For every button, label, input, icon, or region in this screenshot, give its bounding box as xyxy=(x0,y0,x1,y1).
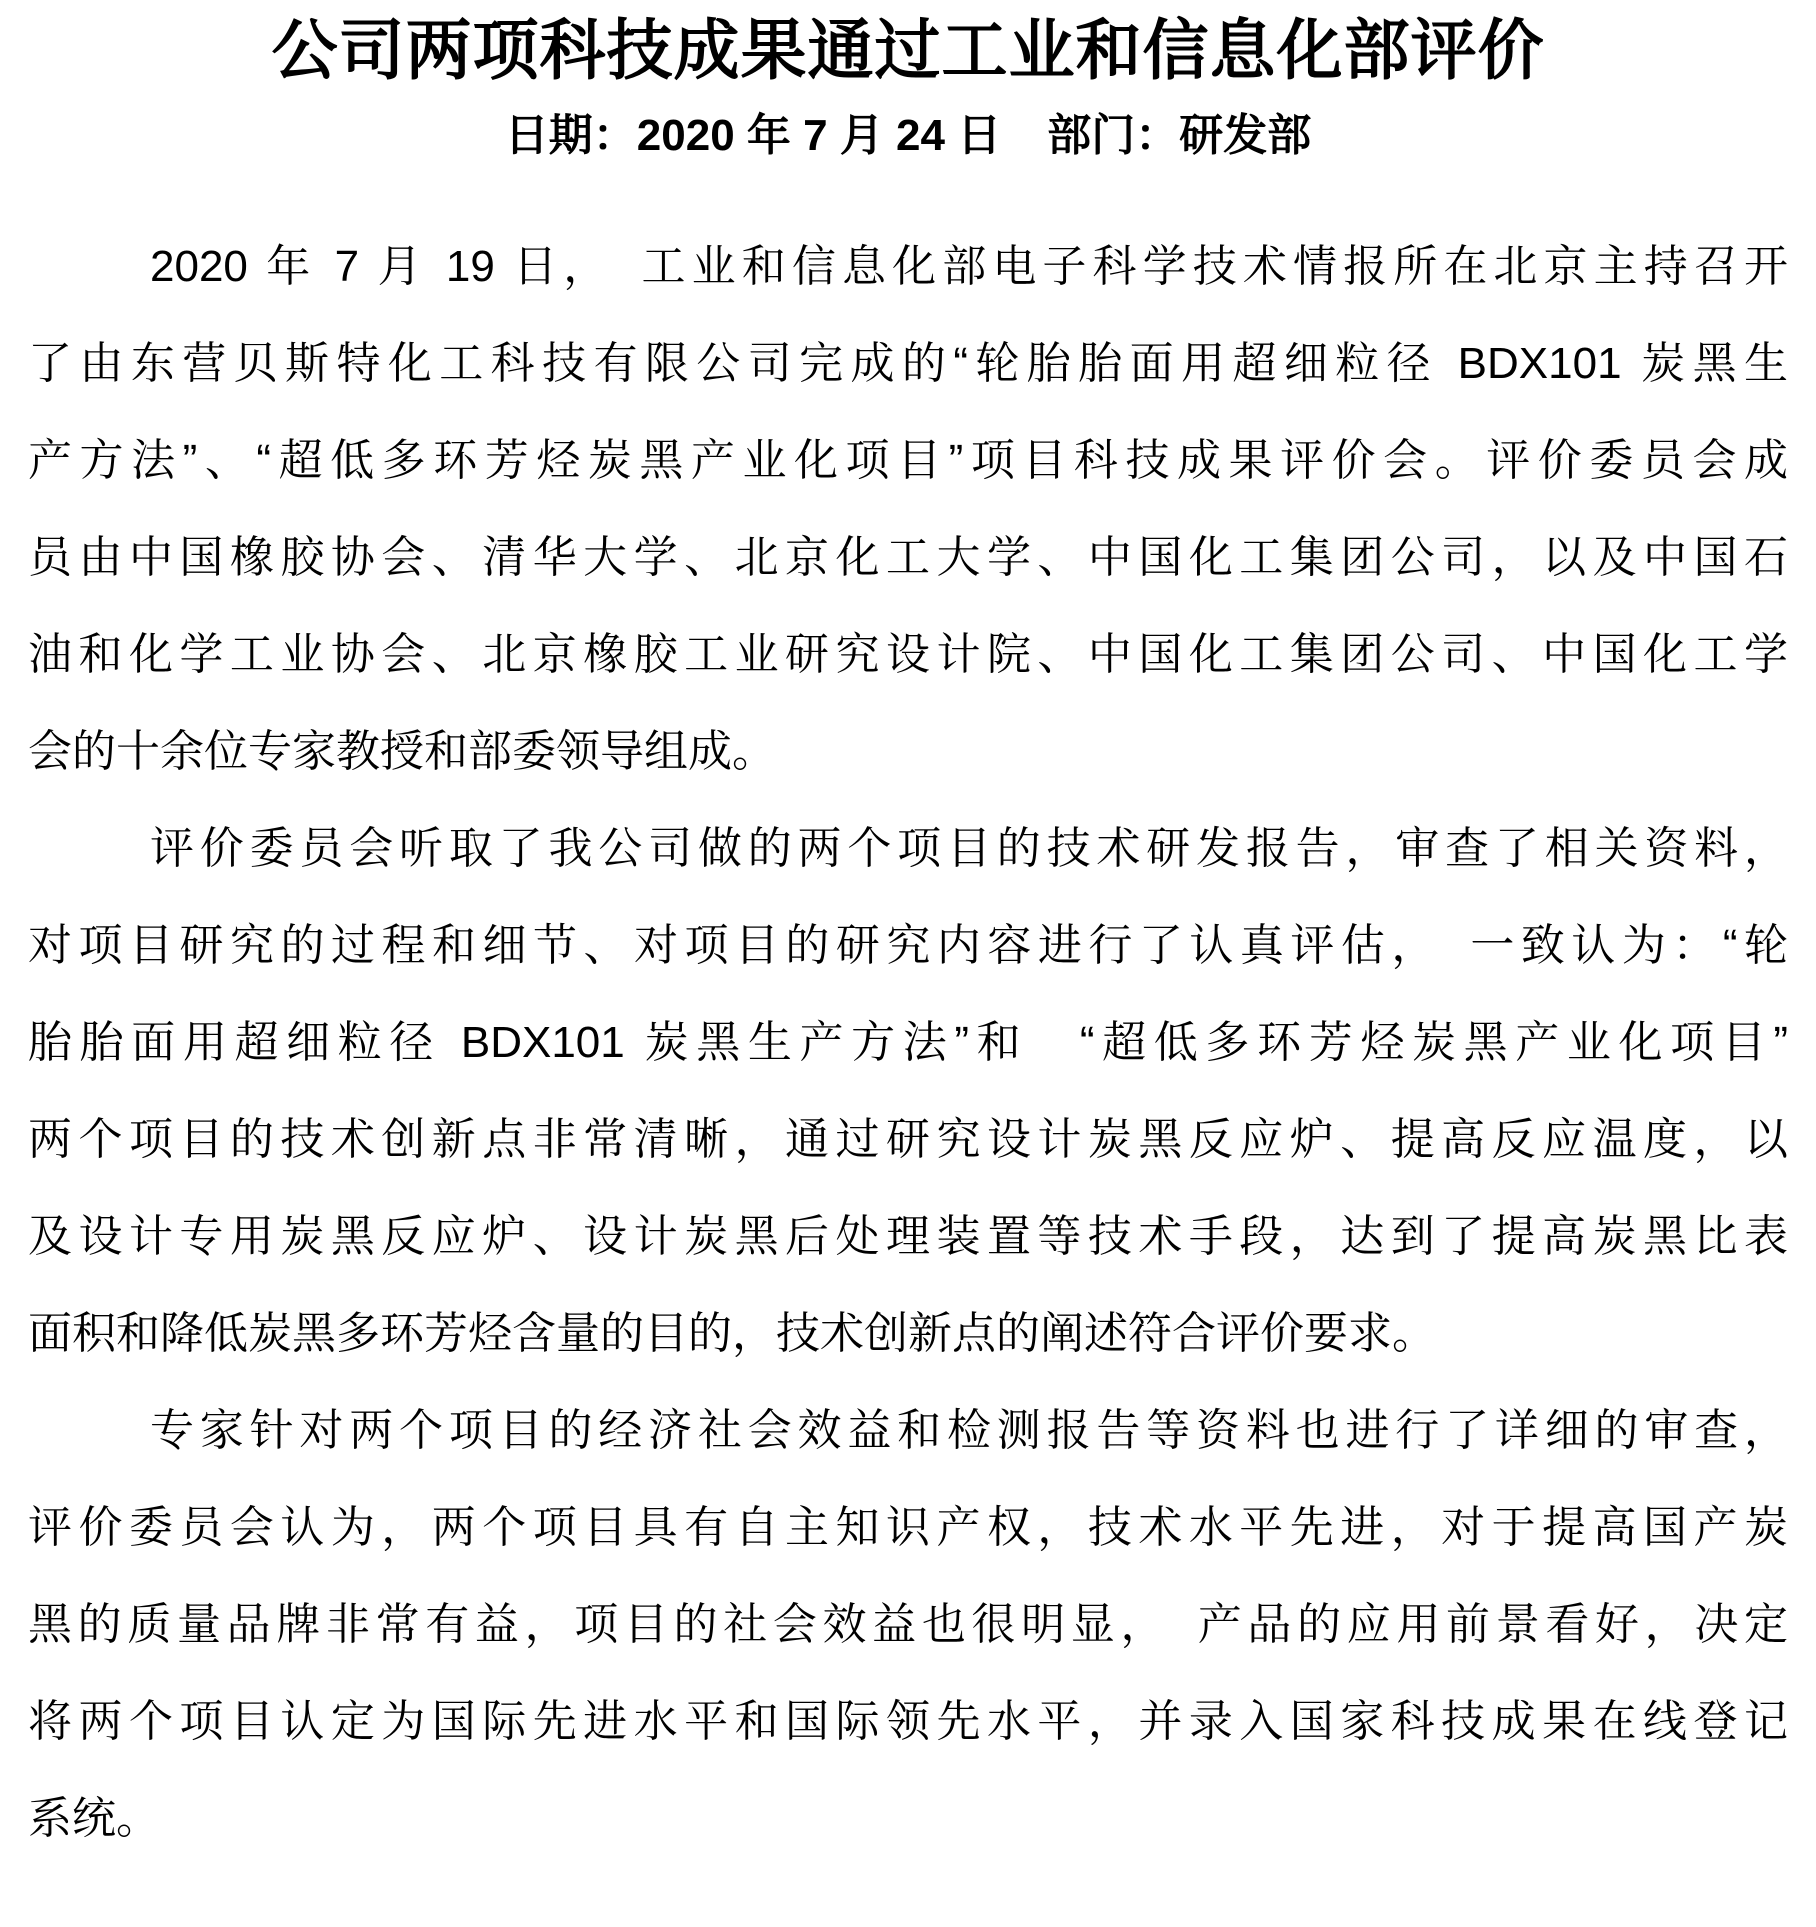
text-line: 及设计专用炭黑反应炉、设计炭黑后处理装置等技术手段，达到了提高炭黑比表 xyxy=(28,1211,1788,1261)
text-line: 专家针对两个项目的经济社会效益和检测报告等资料也进行了详细的审查， xyxy=(150,1405,1788,1455)
meta-line xyxy=(28,110,1788,163)
text-line: 2020 年 7 月 19 日， 工业和信息化部电子科学技术情报所在北京主持召开 xyxy=(150,241,1788,291)
text-line: 评价委员会认为，两个项目具有自主知识产权，技术水平先进，对于提高国产炭 xyxy=(28,1502,1788,1552)
date-value: 2020 年 7 月 24 日 xyxy=(636,110,1002,160)
text-line: 员由中国橡胶协会、清华大学、北京化工大学、中国化工集团公司，以及中国石 xyxy=(28,532,1788,582)
document-title: 公司两项科技成果通过工业和信息化部评价 xyxy=(271,13,1545,87)
dept-label: 部门： xyxy=(1047,110,1180,160)
text-line: 面积和降低炭黑多环芳烃含量的目的，技术创新点的阐述符合评价要求。 xyxy=(28,1308,1436,1358)
text-line: 了由东营贝斯特化工科技有限公司完成的“轮胎胎面用超细粒径 BDX101 炭黑生 xyxy=(28,338,1788,388)
text-line: 对项目研究的过程和细节、对项目的研究内容进行了认真评估， 一致认为：“轮 xyxy=(28,920,1788,970)
text-line: 会的十余位专家教授和部委领导组成。 xyxy=(28,726,776,776)
text-line: 黑的质量品牌非常有益，项目的社会效益也很明显， 产品的应用前景看好，决定 xyxy=(28,1599,1788,1649)
text-line: 将两个项目认定为国际先进水平和国际领先水平，并录入国家科技成果在线登记 xyxy=(28,1696,1788,1746)
text-line: 产方法”、“超低多环芳烃炭黑产业化项目”项目科技成果评价会。评价委员会成 xyxy=(28,435,1788,485)
text-line: 胎胎面用超细粒径 BDX101 炭黑生产方法”和 “超低多环芳烃炭黑产业化项目” xyxy=(28,1017,1788,1067)
dept-value: 研发部 xyxy=(1179,110,1312,160)
text-line: 两个项目的技术创新点非常清晰，通过研究设计炭黑反应炉、提高反应温度，以 xyxy=(28,1114,1788,1164)
text-line: 系统。 xyxy=(28,1793,160,1843)
text-line: 油和化学工业协会、北京橡胶工业研究设计院、中国化工集团公司、中国化工学 xyxy=(28,629,1788,679)
article-body xyxy=(28,218,1788,1867)
date-label: 日期： xyxy=(504,110,637,160)
text-line: 评价委员会听取了我公司做的两个项目的技术研发报告，审查了相关资料， xyxy=(150,823,1788,873)
